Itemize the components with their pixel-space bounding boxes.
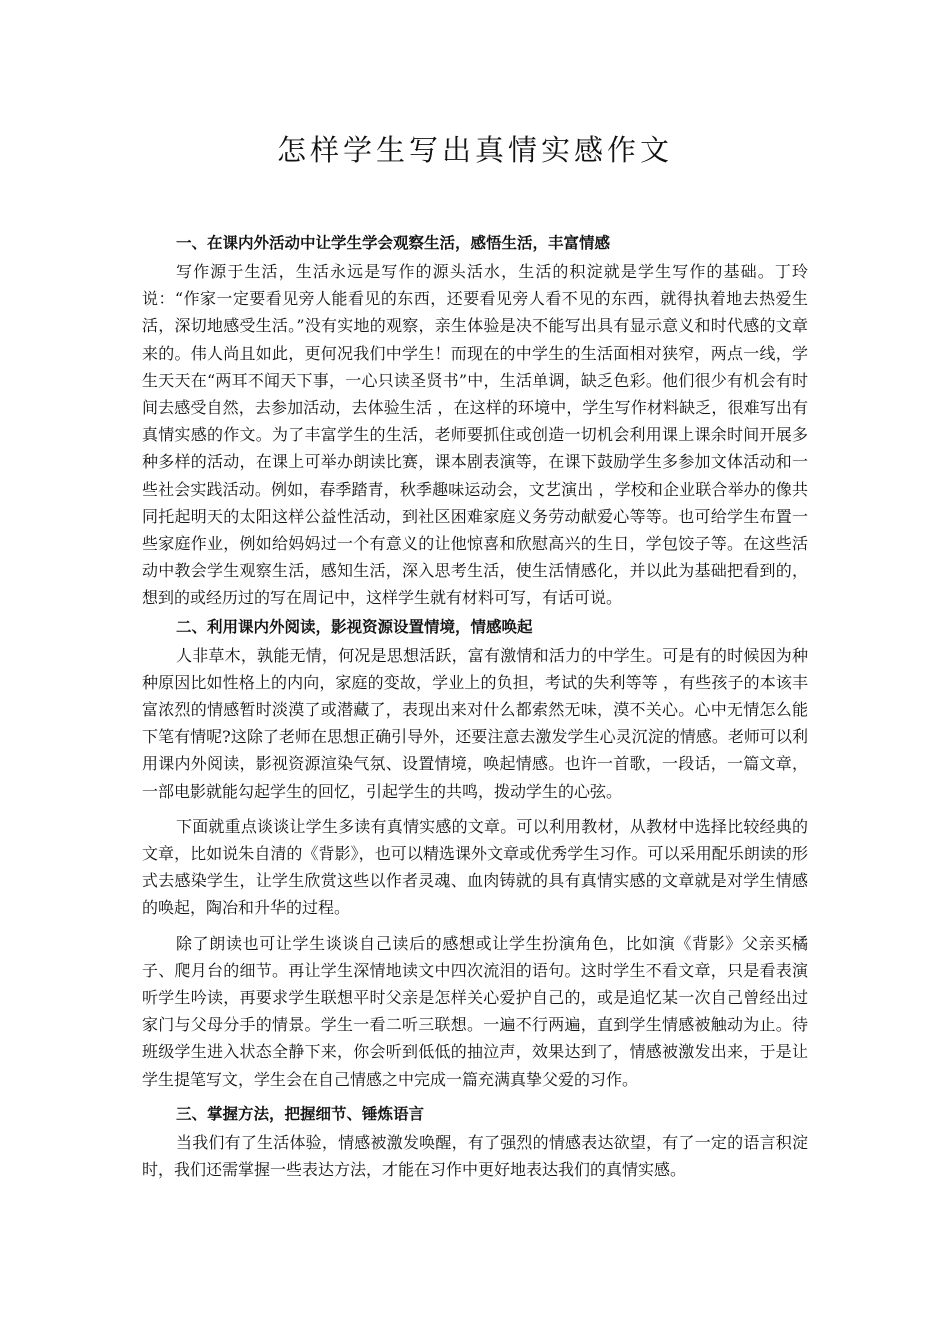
paragraph: 写作源于生活，生活永远是写作的源头活水，生活的积淀就是学生写作的基础。丁玲说：“作家一定要看见旁人能看见的东西，还要看见旁人看不见的东西，就得执着地去热爱生活，深切地感受生活。”没有实地的观察，亲生体验是决不能写出具有显示意义和时代感的文章来的。伟人尚且如此，更何况我们中学生！而现在的中学生的生活面相对狭窄，两点一线，学生天天在“两耳不闻天下事，一心只读圣贤书”中，生活单调，缺乏色彩。他们很少有机会有时间去感受自然，去参加活动，去体验生活 ，在这样的环境中，学生写作材料缺乏，很难写出有真情实感的作文。为了丰富学生的生活，老师要抓住或创造一切机会利用课上课余时间开展多种多样的活动，在课上可举办朗读比赛，课本剧表演等，在课下鼓励学生多参加文体活动和一些社会实践活动。例如，春季踏青，秋季趣味运动会，文艺演出 ，学校和企业联合举办的像共同托起明天的太阳这样公益性活动，到社区困难家庭义务劳动献爱心等等。也可给学生布置一些家庭作业，例如给妈妈过一个有意义的让他惊喜和欣慰高兴的生日，学包饺子等。在这些活动中教会学生观察生活，感知生活，深入思考生活，使生活情感化，并以此为基础把看到的，想到的或经历过的写在周记中，这样学生就有材料可写，有话可说。 [142,262,808,608]
paragraph: 除了朗读也可让学生谈谈自己读后的感想或让学生扮演角色，比如演《背影》父亲买橘子、爬月台的细节。再让学生深情地读文中四次流泪的语句。这时学生不看文章，只是看表演听学生吟读，再要求学生联想平时父亲是怎样关心爱护自己的，或是追忆某一次自己曾经出过家门与父母分手的情景。学生一看二听三联想。一遍不行两遍，直到学生情感被触动为止。待班级学生进入状态全静下来，你会听到低低的抽泣声，效果达到了，情感被激发出来，于是让学生提笔写文，学生会在自己情感之中完成一篇充满真挚父爱的习作。 [142,933,808,1089]
paragraph: 人非草木，孰能无情，何况是思想活跃，富有激情和活力的中学生。可是有的时候因为种种原因比如性格上的内向，家庭的变故，学业上的负担，考试的失利等等 ，有些孩子的本该丰富浓烈的情感暂时淡漠了或潜藏了，表现出来对什么都索然无味，漠不关心。心中无情怎么能下笔有情呢?这除了老师在思想正确引导外，还要注意去激发学生心灵沉淀的情感。老师可以利用课内外阅读，影视资源渲染气氛、设置情境，唤起情感。也许一首歌，一段话，一篇文章，一部电影就能勾起学生的回忆，引起学生的共鸣，拨动学生的心弦。 [142,645,808,801]
document-body [142,230,808,1191]
section-heading-1: 一、在课内外活动中让学生学会观察生活，感悟生活，丰富情感 [176,234,611,252]
paragraph: 下面就重点谈谈让学生多读有真情实感的文章。可以利用教材，从教材中选择比较经典的文章，比如说朱自清的《背影》，也可以精选课外文章或优秀学生习作。可以采用配乐朗读的形式去感染学生，让学生欣赏这些以作者灵魂、血肉铸就的具有真情实感的文章就是对学生情感的唤起，陶冶和升华的过程。 [142,816,808,918]
page-title: 怎样学生写出真情实感作文 [276,133,673,167]
section-heading-2: 二、利用课内外阅读，影视资源设置情境，情感唤起 [176,617,533,636]
paragraph: 当我们有了生活体验，情感被激发唤醒，有了强烈的情感表达欲望，有了一定的语言积淀时，我们还需掌握一些表达方法，才能在习作中更好地表达我们的真情实感。 [142,1132,808,1180]
section-heading-3: 三、掌握方法，把握细节、锤炼语言 [176,1104,425,1123]
